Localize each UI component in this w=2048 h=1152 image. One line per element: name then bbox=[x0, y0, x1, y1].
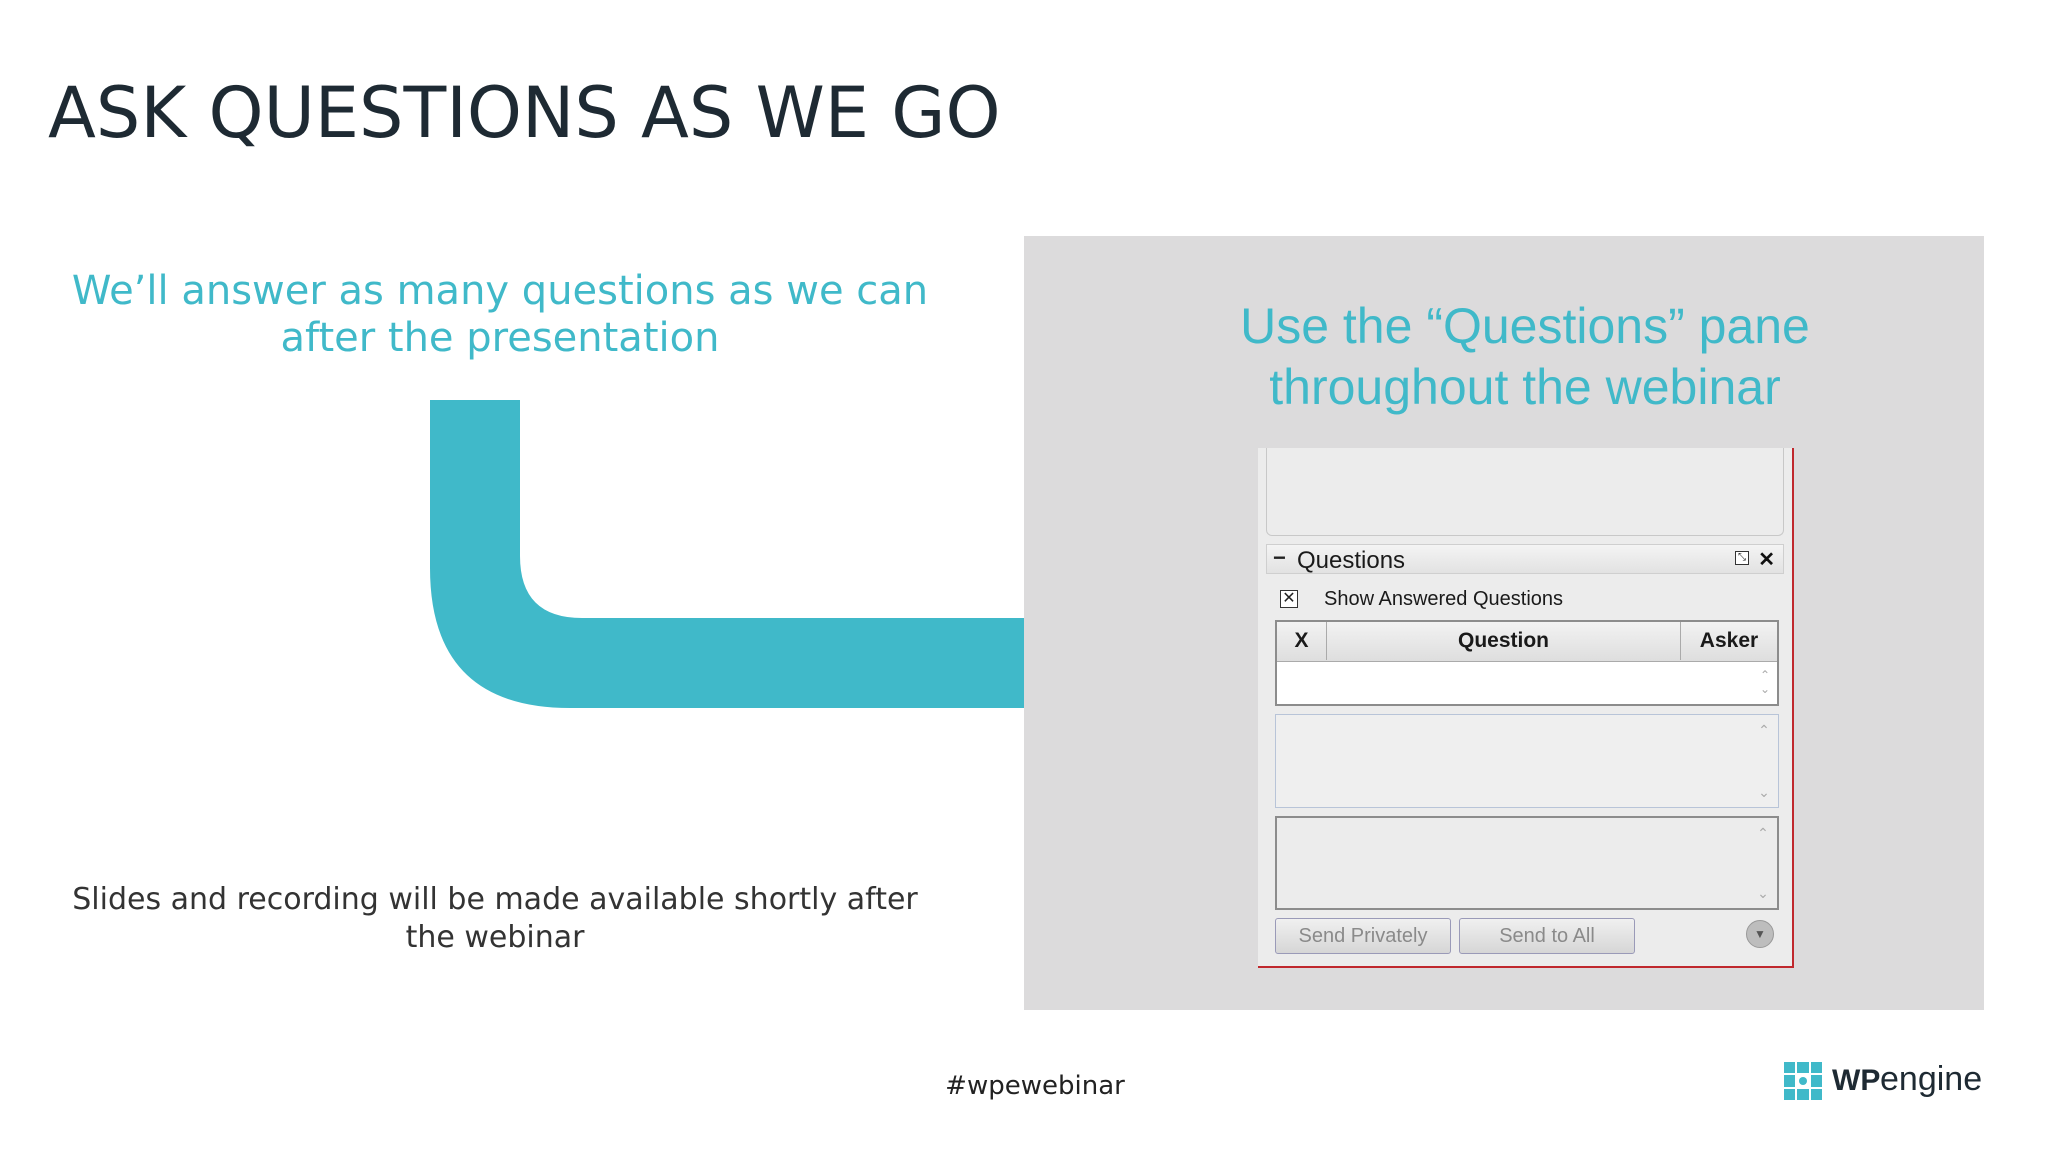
hashtag: #wpewebinar bbox=[945, 1071, 1125, 1101]
scroll-up-icon[interactable]: ⌃ bbox=[1758, 722, 1770, 738]
answer-display-area bbox=[1275, 714, 1779, 808]
wpengine-logo-mark bbox=[1784, 1062, 1822, 1100]
upper-pane-area bbox=[1266, 448, 1784, 536]
logo-wordmark-engine: engine bbox=[1880, 1060, 1983, 1098]
table-scrollbar[interactable]: ⌃ ⌄ bbox=[1759, 668, 1771, 696]
close-icon[interactable]: ✕ bbox=[1758, 549, 1775, 571]
questions-pane-window bbox=[1258, 448, 1794, 968]
questions-table[interactable] bbox=[1275, 620, 1779, 706]
show-answered-label: Show Answered Questions bbox=[1324, 588, 1564, 610]
chevron-down-circle-icon[interactable]: ▼ bbox=[1746, 920, 1774, 948]
slide-title: ASK QUESTIONS AS WE GO bbox=[48, 72, 1001, 154]
checked-checkbox-icon[interactable]: ✕ bbox=[1280, 590, 1298, 608]
scroll-down-icon[interactable]: ⌄ bbox=[1757, 885, 1769, 901]
minus-icon[interactable]: − bbox=[1273, 545, 1286, 570]
questions-pane-title: Questions bbox=[1297, 547, 1406, 574]
question-compose-field[interactable] bbox=[1275, 816, 1779, 910]
panel-heading: Use the “Questions” pane throughout the webinar bbox=[1240, 298, 1810, 415]
scroll-up-icon[interactable]: ⌃ bbox=[1757, 825, 1769, 841]
scroll-down-icon[interactable]: ⌄ bbox=[1758, 784, 1770, 800]
recording-note: Slides and recording will be made available shortly after the webinar bbox=[72, 882, 918, 955]
wpengine-logo bbox=[1784, 1062, 1984, 1102]
answer-callout-text: We’ll answer as many questions as we can after the presentation bbox=[71, 268, 929, 361]
column-header-asker[interactable]: Asker bbox=[1699, 629, 1759, 652]
column-header-question[interactable]: Question bbox=[1327, 622, 1681, 660]
logo-wordmark-wp: WP bbox=[1832, 1064, 1881, 1097]
questions-table-header bbox=[1277, 622, 1777, 662]
undock-icon[interactable]: ⤡ bbox=[1735, 551, 1749, 565]
send-privately-button[interactable]: Send Privately bbox=[1275, 918, 1451, 954]
column-header-x[interactable]: X bbox=[1277, 622, 1327, 660]
questions-pane-header[interactable] bbox=[1266, 544, 1784, 574]
send-to-all-button[interactable]: Send to All bbox=[1459, 918, 1635, 954]
